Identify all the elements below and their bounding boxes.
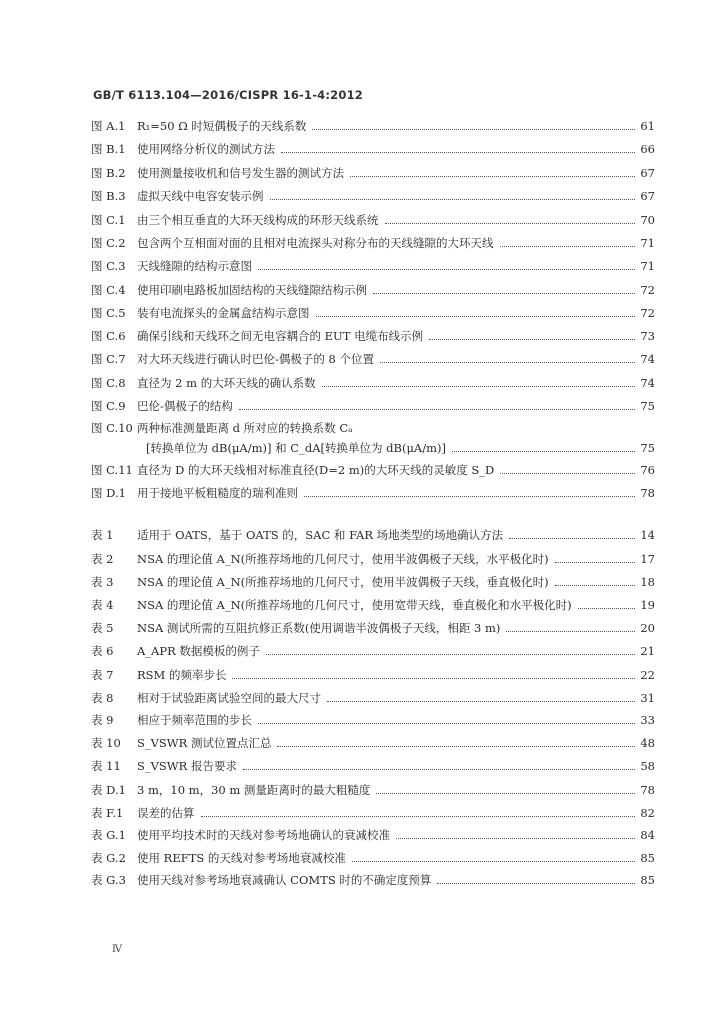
table-title: 3 m，10 m，30 m 测量距离时的最大粗糙度 xyxy=(137,783,371,797)
table-entry[interactable] xyxy=(91,643,655,659)
figure-title: 使用测量接收机和信号发生器的测试方法 xyxy=(137,166,344,180)
figure-entry[interactable] xyxy=(91,282,655,298)
table-entry[interactable] xyxy=(91,850,655,866)
table-title: NSA 的理论值 A_N(所推荐场地的几何尺寸，使用宽带天线，垂直极化和水平极化时) xyxy=(137,598,572,612)
table-label: 表 6 xyxy=(91,644,114,658)
table-title: 使用平均技术时的天线对参考场地确认的衰减校准 xyxy=(137,828,390,842)
table-entry[interactable] xyxy=(91,597,655,613)
figure-label: 图 C.7 xyxy=(91,352,126,366)
figure-page-number: 74 xyxy=(640,376,655,390)
figure-page-number: 72 xyxy=(640,306,655,320)
figure-entry[interactable] xyxy=(91,328,655,344)
table-entry[interactable] xyxy=(91,527,655,543)
table-entry[interactable] xyxy=(91,782,655,798)
figure-label: 图 B.2 xyxy=(91,166,126,180)
table-label: 表 2 xyxy=(91,552,114,566)
figure-page-number: 66 xyxy=(640,142,655,156)
dot-leader xyxy=(304,496,635,497)
table-entry[interactable] xyxy=(91,805,655,821)
figure-entry[interactable] xyxy=(91,258,655,274)
dot-leader xyxy=(232,678,635,679)
table-entry[interactable] xyxy=(91,735,655,751)
table-entry[interactable] xyxy=(91,827,655,843)
table-title: S_VSWR 测试位置点汇总 xyxy=(137,736,272,750)
dot-leader xyxy=(352,861,635,862)
table-label: 表 5 xyxy=(91,621,114,635)
table-page-number: 58 xyxy=(640,759,655,773)
figure-entry[interactable] xyxy=(91,188,655,204)
figure-label: 图 B.1 xyxy=(91,142,126,156)
table-entry[interactable] xyxy=(91,758,655,774)
figure-label: 图 C.4 xyxy=(91,283,126,297)
figure-label: 图 C.2 xyxy=(91,236,126,250)
table-label: 表 10 xyxy=(91,736,121,750)
table-entry[interactable] xyxy=(91,872,655,888)
figure-title: 两种标准测量距离 d 所对应的转换系数 Cₐ xyxy=(137,421,353,435)
dot-leader xyxy=(322,386,635,387)
table-title: NSA 测试所需的互阻抗修正系数(使用调谐半波偶极子天线，相距 3 m) xyxy=(137,621,501,635)
table-title: 相对于试验距离试验空间的最大尺寸 xyxy=(137,691,321,705)
dot-leader xyxy=(500,246,636,247)
figure-title: 天线缝隙的结构示意图 xyxy=(137,259,252,273)
figure-title: 巴伦-偶极子的结构 xyxy=(137,399,233,413)
figure-title: 用于接地平板粗糙度的瑞利准则 xyxy=(137,486,298,500)
table-label: 表 G.2 xyxy=(91,851,126,865)
figure-page-number: 75 xyxy=(640,441,655,455)
figure-entry[interactable] xyxy=(91,485,655,501)
figure-page-number: 61 xyxy=(640,119,655,133)
figure-entry[interactable] xyxy=(91,118,655,134)
table-page-number: 19 xyxy=(640,598,655,612)
figure-entry[interactable] xyxy=(91,351,655,367)
table-page-number: 82 xyxy=(640,806,655,820)
table-entry[interactable] xyxy=(91,574,655,590)
dot-leader xyxy=(376,793,635,794)
figure-entry[interactable] xyxy=(91,141,655,157)
figure-entry[interactable] xyxy=(91,212,655,228)
dot-leader xyxy=(327,701,635,702)
figure-page-number: 70 xyxy=(640,213,655,227)
table-entry[interactable] xyxy=(91,690,655,706)
table-page-number: 78 xyxy=(640,783,655,797)
table-entry[interactable] xyxy=(91,667,655,683)
dot-leader xyxy=(437,883,635,884)
dot-leader xyxy=(506,631,635,632)
table-label: 表 G.1 xyxy=(91,828,126,842)
figure-label: 图 C.9 xyxy=(91,399,126,413)
table-title: RSM 的频率步长 xyxy=(137,668,227,682)
dot-leader xyxy=(270,199,636,200)
dot-leader xyxy=(239,409,635,410)
figure-page-number: 72 xyxy=(640,283,655,297)
dot-leader xyxy=(429,339,635,340)
figure-title: 确保引线和天线环之间无电容耦合的 EUT 电缆布线示例 xyxy=(137,329,424,343)
table-page-number: 18 xyxy=(640,575,655,589)
page-number: Ⅳ xyxy=(112,944,122,955)
figure-label: 图 C.10 xyxy=(91,421,133,435)
figure-label: 图 C.1 xyxy=(91,213,126,227)
dot-leader xyxy=(312,129,635,130)
figure-label: 图 B.3 xyxy=(91,189,126,203)
table-title: 相应于频率范围的步长 xyxy=(137,713,252,727)
dot-leader xyxy=(452,451,635,452)
figure-title: 使用网络分析仪的测试方法 xyxy=(137,142,275,156)
dot-leader xyxy=(385,223,636,224)
dot-leader xyxy=(316,316,636,317)
figure-title: 由三个相互垂直的大环天线构成的环形天线系统 xyxy=(137,213,379,227)
table-title: 误差的估算 xyxy=(137,806,195,820)
figure-entry[interactable] xyxy=(146,440,655,456)
table-entry[interactable] xyxy=(91,712,655,728)
dot-leader xyxy=(258,269,635,270)
table-page-number: 22 xyxy=(640,668,655,682)
figure-entry[interactable] xyxy=(91,305,655,321)
figure-entry[interactable] xyxy=(91,165,655,181)
figure-page-number: 67 xyxy=(640,166,655,180)
figure-title: R₁=50 Ω 时短偶极子的天线系数 xyxy=(137,119,307,133)
table-page-number: 20 xyxy=(640,621,655,635)
table-page-number: 31 xyxy=(640,691,655,705)
table-title: 使用 REFTS 的天线对参考场地衰减校准 xyxy=(137,851,346,865)
figure-page-number: 76 xyxy=(640,463,655,477)
table-label: 表 G.3 xyxy=(91,873,126,887)
dot-leader xyxy=(201,816,636,817)
figure-page-number: 74 xyxy=(640,352,655,366)
dot-leader xyxy=(350,176,635,177)
table-label: 表 F.1 xyxy=(91,806,124,820)
figure-entry[interactable] xyxy=(91,375,655,391)
figure-entry[interactable] xyxy=(91,398,655,414)
dot-leader xyxy=(555,562,635,563)
table-page-number: 84 xyxy=(640,828,655,842)
table-page-number: 21 xyxy=(640,644,655,658)
figure-title: 虚拟天线中电容安装示例 xyxy=(137,189,264,203)
figure-title: 对大环天线进行确认时巴伦-偶极子的 8 个位置 xyxy=(137,352,375,366)
figure-title: 包含两个互相面对面的且相对电流探头对称分布的天线缝隙的大环天线 xyxy=(137,236,494,250)
table-page-number: 48 xyxy=(640,736,655,750)
figure-label: 图 C.11 xyxy=(91,463,133,477)
table-label: 表 4 xyxy=(91,598,114,612)
table-label: 表 3 xyxy=(91,575,114,589)
table-label: 表 1 xyxy=(91,528,114,542)
table-page-number: 33 xyxy=(640,713,655,727)
table-page-number: 85 xyxy=(640,851,655,865)
table-title: NSA 的理论值 A_N(所推荐场地的几何尺寸，使用半波偶极子天线，水平极化时) xyxy=(137,552,549,566)
table-title: 适用于 OATS，基于 OATS 的，SAC 和 FAR 场地类型的场地确认方法 xyxy=(137,528,504,542)
table-label: 表 D.1 xyxy=(91,783,126,797)
figure-title: 使用印刷电路板加固结构的天线缝隙结构示例 xyxy=(137,283,367,297)
table-entry[interactable] xyxy=(91,620,655,636)
figure-entry[interactable] xyxy=(91,420,655,436)
dot-leader xyxy=(500,473,635,474)
figure-page-number: 73 xyxy=(640,329,655,343)
figure-title: 直径为 2 m 的大环天线的确认系数 xyxy=(137,376,316,390)
dot-leader xyxy=(373,293,635,294)
dot-leader xyxy=(243,769,635,770)
figure-page-number: 71 xyxy=(640,236,655,250)
figure-label: 图 C.8 xyxy=(91,376,126,390)
table-label: 表 11 xyxy=(91,759,121,773)
figure-page-number: 75 xyxy=(640,399,655,413)
dot-leader xyxy=(266,654,635,655)
table-label: 表 9 xyxy=(91,713,114,727)
figure-page-number: 71 xyxy=(640,259,655,273)
figure-label: 图 C.5 xyxy=(91,306,126,320)
table-page-number: 14 xyxy=(640,528,655,542)
figure-title: 直径为 D 的大环天线相对标准直径(D=2 m)的大环天线的灵敏度 S_D xyxy=(137,463,495,477)
table-page-number: 85 xyxy=(640,873,655,887)
table-page-number: 17 xyxy=(640,552,655,566)
table-title: A_APR 数据模板的例子 xyxy=(137,644,260,658)
figure-entry[interactable] xyxy=(91,462,655,478)
figure-entry[interactable] xyxy=(91,235,655,251)
dot-leader xyxy=(281,152,635,153)
dot-leader xyxy=(277,746,635,747)
figure-title: 装有电流探头的金属盒结构示意图 xyxy=(137,306,310,320)
figure-page-number: 78 xyxy=(640,486,655,500)
table-entry[interactable] xyxy=(91,551,655,567)
figure-page-number: 67 xyxy=(640,189,655,203)
table-label: 表 8 xyxy=(91,691,114,705)
dot-leader xyxy=(258,723,635,724)
table-title: NSA 的理论值 A_N(所推荐场地的几何尺寸，使用半波偶极子天线，垂直极化时) xyxy=(137,575,549,589)
dot-leader xyxy=(509,538,635,539)
figure-label: 图 C.6 xyxy=(91,329,126,343)
table-label: 表 7 xyxy=(91,668,114,682)
dot-leader xyxy=(555,585,635,586)
figure-title: [转换单位为 dB(μA/m)] 和 C_dA[转换单位为 dB(μA/m)] xyxy=(146,441,446,455)
figure-label: 图 A.1 xyxy=(91,119,126,133)
dot-leader xyxy=(396,838,635,839)
figure-label: 图 D.1 xyxy=(91,486,126,500)
document-standard-header: GB/T 6113.104—2016/CISPR 16-1-4:2012 xyxy=(93,88,363,102)
figure-label: 图 C.3 xyxy=(91,259,126,273)
table-title: 使用天线对参考场地衰减确认 COMTS 时的不确定度预算 xyxy=(137,873,432,887)
table-title: S_VSWR 报告要求 xyxy=(137,759,237,773)
dot-leader xyxy=(380,362,635,363)
dot-leader xyxy=(578,608,635,609)
